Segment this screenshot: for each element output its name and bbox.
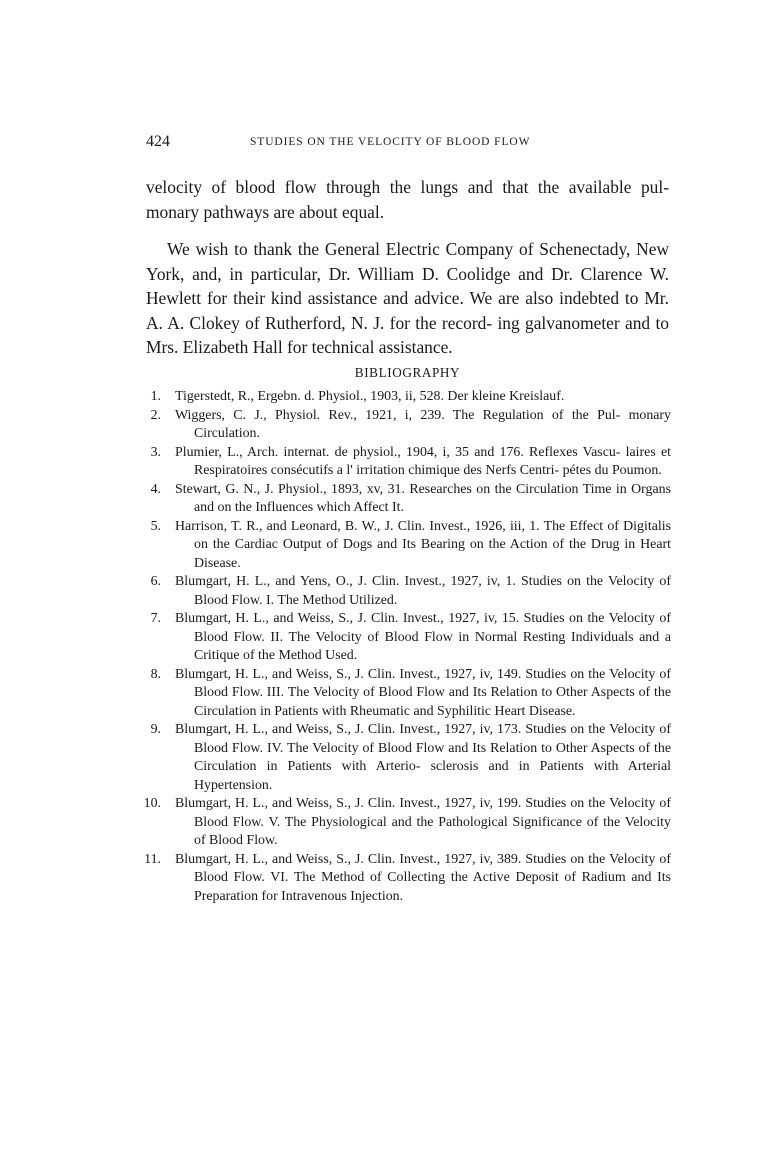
entry-text: Blumgart, H. L., and Weiss, S., J. Clin. Invest., 1927, iv, 15. Studies on the Velocity of Blood Flow. II. The Velocity of Blood Flow in Normal Resting Individuals and a Critique of the Method Used.: [175, 611, 671, 663]
entry-text: Blumgart, H. L., and Yens, O., J. Clin. Invest., 1927, iv, 1. Studies on the Velocity of Blood Flow. I. The Method Utilized.: [175, 574, 671, 608]
bibliography-entry: [146, 851, 671, 907]
entry-text: Stewart, G. N., J. Physiol., 1893, xv, 31. Researches on the Circulation Time in Organs and on the Influences which Affect It.: [175, 481, 671, 515]
entry-text: Blumgart, H. L., and Weiss, S., J. Clin. Invest., 1927, iv, 173. Studies on the Velocity of Blood Flow. IV. The Velocity of Blood Flow and Its Relation to Other Aspects of the Circulation in Patients with Arterio- sclerosis and in Patients with Arterial Hypertension.: [175, 722, 671, 793]
bibliography-entry: [146, 481, 671, 518]
bibliography-entry: [146, 721, 671, 795]
entry-number: 8.: [150, 666, 161, 682]
running-title: STUDIES ON THE VELOCITY OF BLOOD FLOW: [250, 136, 531, 148]
entry-number: 3.: [150, 444, 161, 460]
entry-number: 9.: [150, 722, 161, 737]
entry-text: Blumgart, H. L., and Weiss, S., J. Clin. Invest., 1927, iv, 199. Studies on the Velocity of Blood Flow. V. The Physiological and the Pathological Significance of the Velocity of Blood Flow.: [175, 796, 671, 848]
entry-number: 6.: [150, 574, 161, 589]
bibliography-entry: [143, 795, 671, 851]
entry-number: 5.: [150, 518, 161, 534]
acknowledgements-paragraph: We wish to thank the General Electric Company of Schenectady, New York, and, in particular, Dr. William D. Coolidge and Dr. Clarence W. Hewlett for their kind assistance and advice. We are also indebted to Mr. A. A. Clokey of Rutherford, N. J. for the record- ing galvanometer and to Mrs. Elizabeth Hall for technical assistance.: [146, 239, 669, 357]
entry-text: Harrison, T. R., and Leonard, B. W., J. Clin. Invest., 1926, iii, 1. The Effect of Digitalis on the Cardiac Output of Dogs and Its Bearing on the Action of the Drug in Heart Disease.: [175, 518, 671, 571]
body-paragraph-1: velocity of blood flow through the lungs and that the available pul- monary pathways are about equal.: [146, 177, 669, 222]
page-header: [146, 133, 672, 153]
bibliography-entry: [146, 444, 671, 481]
bibliography-entry: [146, 610, 671, 666]
entry-text: Blumgart, H. L., and Weiss, S., J. Clin. Invest., 1927, iv, 149. Studies on the Velocity of Blood Flow. III. The Velocity of Blood Flow and Its Relation to Other Aspects of the Circulation in Patients with Rheumatic and Syphilitic Heart Disease.: [175, 666, 671, 719]
bibliography-entry: [146, 388, 671, 407]
entry-number: 2.: [150, 407, 161, 423]
page-number: 424: [146, 133, 170, 150]
entry-text: Wiggers, C. J., Physiol. Rev., 1921, i, 239. The Regulation of the Pul- monary Circulation.: [175, 407, 671, 441]
bibliography-list: [143, 388, 671, 906]
bibliography-entry: [146, 666, 671, 722]
bibliography-entry: [146, 573, 671, 610]
entry-text: Plumier, L., Arch. internat. de physiol., 1904, i, 35 and 176. Reflexes Vascu- laires et Respiratoires consécutifs a l' irritation chimique des Nerfs Centri- pétes du Poumon.: [175, 444, 671, 478]
entry-number: 11.: [144, 851, 161, 867]
bibliography-entry: [146, 407, 671, 444]
bibliography-heading: BIBLIOGRAPHY: [354, 365, 461, 380]
entry-number: 7.: [150, 611, 161, 626]
entry-text: Tigerstedt, R., Ergebn. d. Physiol., 1903, ii, 528. Der kleine Kreislauf.: [175, 389, 565, 404]
entry-text: Blumgart, H. L., and Weiss, S., J. Clin. Invest., 1927, iv, 389. Studies on the Velocity of Blood Flow. VI. The Method of Collecting the Active Deposit of Radium and Its Preparation for Intravenous Injection.: [175, 851, 671, 904]
entry-number: 4.: [150, 481, 161, 497]
entry-number: 10.: [143, 796, 161, 811]
bibliography-entry: [146, 518, 671, 574]
entry-number: 1.: [150, 389, 161, 404]
